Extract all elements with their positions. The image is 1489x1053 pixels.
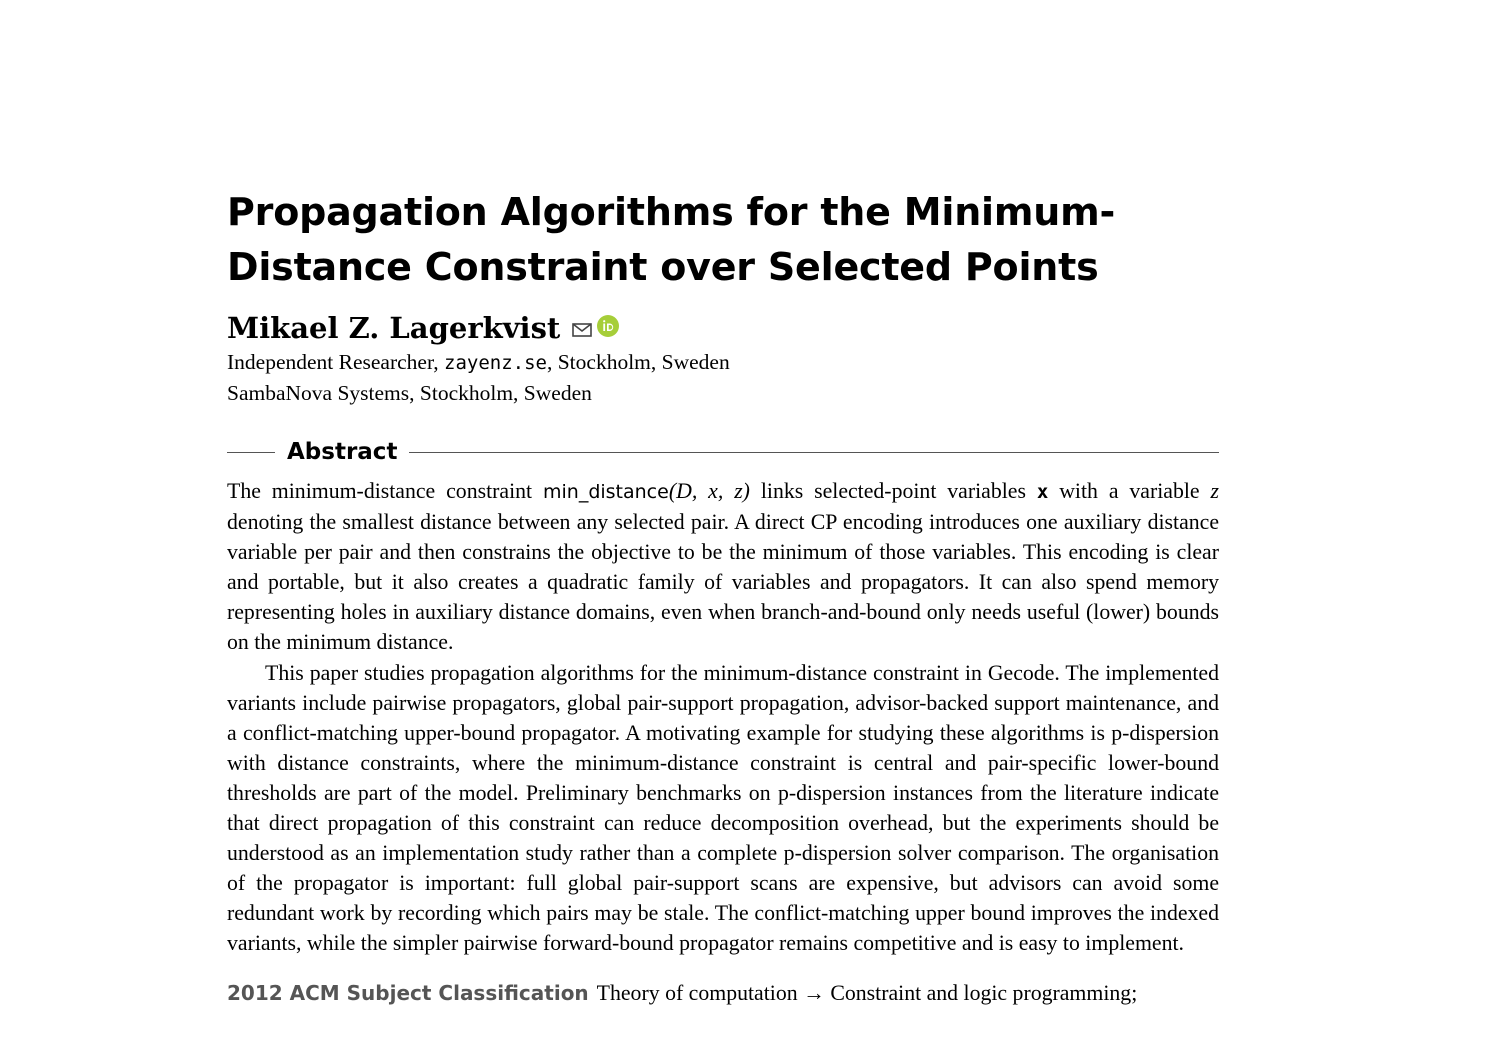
mail-icon[interactable] [572,323,592,337]
constraint-name: min_distance [542,481,669,503]
abstract-header [227,436,1219,468]
classification-label: 2012 ACM Subject Classification [227,981,589,1005]
paper-title: Propagation Algorithms for the Minimum-Distance Constraint over Selected Points [227,190,1116,289]
abstract-p1-text-b: links selected-point variables [749,479,1037,503]
affiliation-url[interactable]: zayenz.se [444,352,547,374]
author-name: Mikael Z. Lagerkvist [227,311,561,345]
affiliation-prefix: Independent Researcher, [227,350,445,374]
affiliation-line-1 [227,347,1219,378]
abstract-rule-left [227,452,275,453]
orcid-icon[interactable] [597,315,619,337]
variable-z: z [1210,479,1219,503]
abstract-p1-text-d: denoting the smallest distance between any selected pair. A direct CP encoding introduces one auxiliary distance variable per pair and then constrains the objective to be the minimum of those variables. This encoding is clear and portable, but it also creates a quadratic family of variables and propagators. It can also spend memory representing holes in auxiliary distance domains, even when branch-and-bound only needs useful (lower) bounds on the minimum distance. [227,510,1219,654]
variable-x: x [1036,481,1049,503]
affiliation-suffix: , Stockholm, Sweden [546,350,730,374]
abstract-paragraph-2: This paper studies propagation algorithms for the minimum-distance constraint in Gecode. The implemented variants include pairwise propagators, global pair-support propagation, advisor-backed support maintenance, and a conflict-matching upper-bound propagator. A motivating example for studying these algorithms is p-dispersion with distance constraints, where the minimum-distance constraint is central and pair-specific lower-bound thresholds are part of the model. Preliminary benchmarks on p-dispersion instances from the literature indicate that direct propagation of this constraint can reduce decomposition overhead, but the experiments should be understood as an implementation study rather than a complete p-dispersion solver comparison. The organisation of the propagator is important: full global pair-support scans are expensive, but advisors can avoid some redundant work by recording which pairs may be stale. The conflict-matching upper bound improves the indexed variants, while the simpler pairwise forward-bound propagator remains competitive and is easy to implement. [227,661,1219,955]
abstract-p1-text-a: The minimum-distance constraint [227,479,543,503]
abstract-p1-text-c: with a variable [1048,479,1211,503]
constraint-args: (D, x, z) [668,479,750,503]
classification-text: Theory of computation → Constraint and logic programming; [596,981,1138,1005]
author-row [227,309,1219,347]
acm-classification [227,978,1219,1008]
abstract-paragraph-1 [227,476,1219,657]
affiliation-line-2: SambaNova Systems, Stockholm, Sweden [227,381,592,405]
paper-first-page [227,185,1219,1008]
abstract-heading: Abstract [287,439,398,465]
abstract-rule-right [409,452,1219,453]
